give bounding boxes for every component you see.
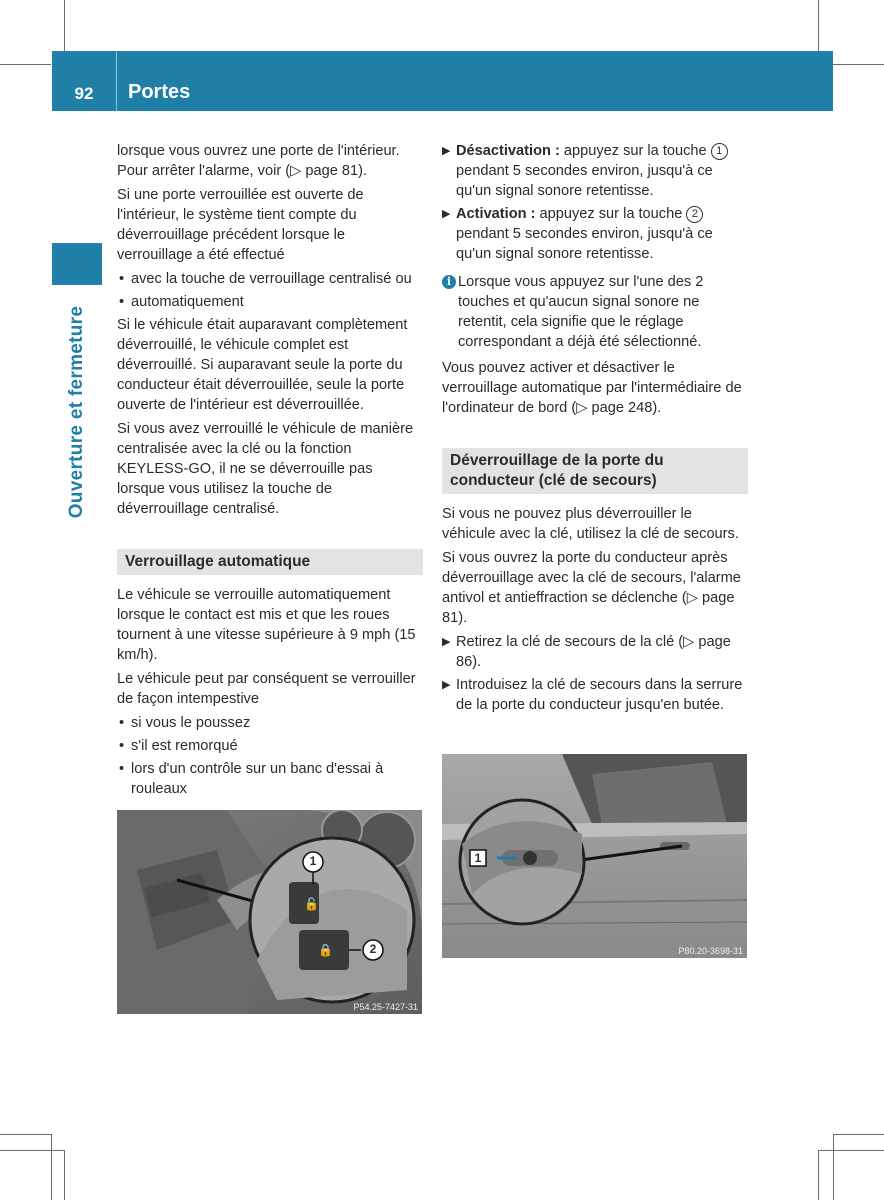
- list-item: • s'il est remorqué: [119, 738, 238, 754]
- section-heading: Verrouillage automatique: [117, 549, 423, 575]
- crop-mark: [818, 0, 819, 51]
- instruction-step: ▶ Activation : appuyez sur la touche 2 pendant 5 secondes environ, jusqu'à ce qu'un signal sonore retentisse.: [442, 206, 713, 262]
- list-item: • automatiquement: [119, 294, 244, 310]
- callout-1: 1: [711, 143, 728, 160]
- instruction-step: ▶ Désactivation : appuyez sur la touche 1 pendant 5 secondes environ, jusqu'à ce qu'un signal sonore retentisse.: [442, 141, 748, 201]
- crop-mark: [0, 64, 51, 65]
- page-number: 92: [74, 84, 94, 103]
- crop-mark: [51, 1134, 52, 1200]
- crop-mark: [64, 0, 65, 51]
- side-tab-marker: [52, 243, 102, 285]
- section-heading: Déverrouillage de la porte du conducteur (clé de secours): [442, 448, 748, 494]
- side-tab-label: Ouverture et fermeture: [66, 305, 87, 519]
- page-title: Portes: [128, 81, 191, 103]
- instruction-step: ▶ Introduisez la clé de secours dans la serrure de la porte du conducteur jusqu'en butée.: [442, 677, 743, 713]
- callout-1: 1: [309, 854, 317, 868]
- crop-mark: [818, 1150, 819, 1200]
- figure-illustration: [117, 810, 422, 1014]
- header-divider: [116, 51, 117, 111]
- crop-mark: [833, 64, 884, 65]
- paragraph: Vous pouvez activer et désactiver le verrouillage automatique par l'intermédiaire de l'ordinateur de bord (▷ page 248).: [442, 360, 742, 416]
- callout-2: 2: [369, 942, 377, 956]
- crop-mark: [64, 1150, 65, 1200]
- list-item: • avec la touche de verrouillage centralisé ou: [119, 271, 412, 287]
- instruction-step: ▶ Retirez la clé de secours de la clé (▷ page 86).: [442, 634, 731, 670]
- figure-code: P54.25-7427-31: [353, 1002, 418, 1012]
- crop-mark: [0, 1150, 65, 1151]
- paragraph: Si vous ouvrez la porte du conducteur après déverrouillage avec la clé de secours, l'alarme antivol et antieffraction se déclenche (▷ page 81).: [442, 550, 741, 626]
- paragraph: Si une porte verrouillée est ouverte de l'intérieur, le système tient compte du déverrouillage précédent lorsque le verrouillage a été effectué: [117, 187, 364, 263]
- crop-mark: [0, 1134, 51, 1135]
- info-icon: i: [442, 275, 456, 289]
- list-item: • lors d'un contrôle sur un banc d'essai à rouleaux: [119, 761, 384, 797]
- paragraph: Si vous ne pouvez plus déverrouiller le véhicule avec la clé, utilisez la clé de secours.: [442, 506, 739, 542]
- interior-door-switch-figure: [117, 810, 422, 1014]
- door-lock-figure: [442, 754, 747, 958]
- crop-mark: [818, 1150, 884, 1151]
- list-item: • si vous le poussez: [119, 715, 251, 731]
- callout-2: 2: [686, 206, 703, 223]
- figure-code: P80.20-3698-31: [678, 946, 743, 956]
- crop-mark: [833, 1134, 884, 1135]
- paragraph: Si le véhicule était auparavant complètement déverrouillé, le véhicule complet est déverrouillé. Si auparavant seule la porte du conducteur était déverrouillée, seule la porte ouverte de l'intérieur est déverrouillée.: [117, 317, 408, 413]
- right-column: [442, 141, 748, 718]
- crop-mark: [833, 1134, 834, 1200]
- paragraph: Le véhicule se verrouille automatiquement lorsque le contact est mis et que les roues tournent à une vitesse supérieure à 9 mph (15 km/h).: [117, 587, 416, 663]
- figure-illustration: [442, 754, 747, 958]
- paragraph: lorsque vous ouvrez une porte de l'intérieur. Pour arrêter l'alarme, voir (▷ page 81).: [117, 143, 400, 179]
- paragraph: Le véhicule peut par conséquent se verrouiller de façon intempestive: [117, 671, 416, 707]
- paragraph: Si vous avez verrouillé le véhicule de manière centralisée avec la clé ou la fonction KEYLESS-GO, il ne se déverrouille pas lorsque vous utilisez la touche de déverrouillage centralisé.: [117, 421, 414, 517]
- info-note: i Lorsque vous appuyez sur l'une des 2 touches et qu'aucun signal sonore ne retentit, cela signifie que le réglage correspondant a déjà été sélectionné.: [442, 272, 748, 352]
- left-column: [117, 141, 423, 802]
- callout-1: 1: [474, 851, 482, 865]
- svg-text:🔓: 🔓: [304, 897, 319, 911]
- svg-text:🔒: 🔒: [318, 943, 333, 957]
